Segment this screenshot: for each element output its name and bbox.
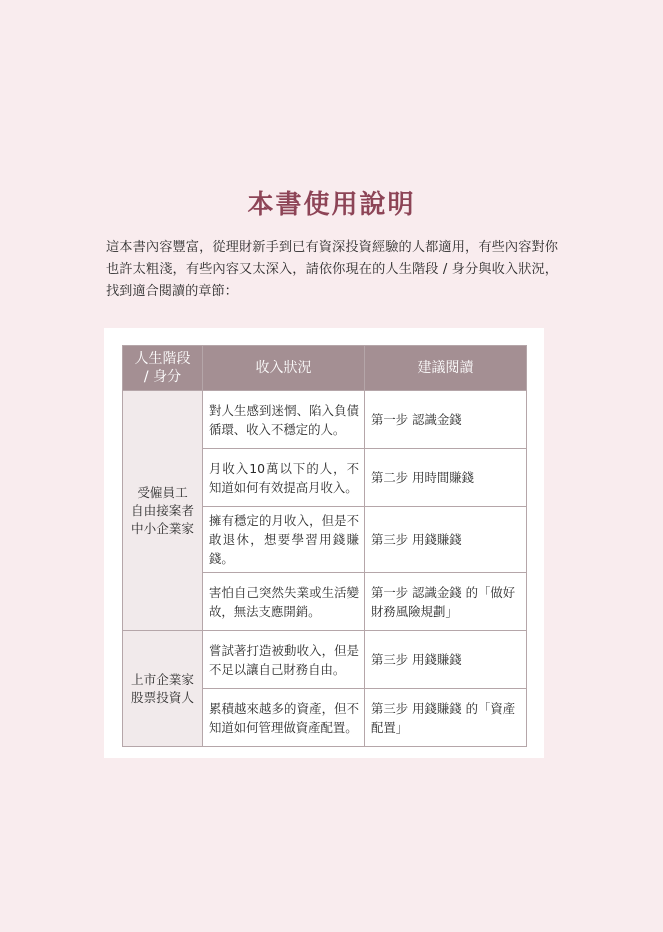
stage-cell: 受僱員工 自由接案者 中小企業家 [123, 391, 203, 631]
income-cell: 累積越來越多的資產，但不知道如何管理做資產配置。 [203, 689, 365, 747]
reading-guide-table [122, 345, 527, 747]
income-cell: 對人生感到迷惘、陷入負債循環、收入不穩定的人。 [203, 391, 365, 449]
stage-cell: 上市企業家 股票投資人 [123, 631, 203, 747]
income-cell: 嘗試著打造被動收入，但是不足以讓自己財務自由。 [203, 631, 365, 689]
header-reading: 建議閱讀 [365, 346, 527, 391]
header-stage: 人生階段 / 身分 [123, 346, 203, 391]
table-header-row [123, 346, 527, 391]
reading-cell: 第一步 認識金錢 的「做好財務風險規劃」 [365, 573, 527, 631]
header-income: 收入狀況 [203, 346, 365, 391]
reading-cell: 第三步 用錢賺錢 [365, 631, 527, 689]
intro-paragraph: 這本書內容豐富，從理財新手到已有資深投資經驗的人都適用，有些內容對你也許太粗淺，有些內容又太深入，請依你現在的人生階段 / 身分與收入狀況，找到適合閱讀的章節： [106, 240, 558, 299]
page-title: 本書使用說明 [247, 190, 416, 220]
reading-cell: 第一步 認識金錢 [365, 391, 527, 449]
income-cell: 月收入10萬以下的人，不知道如何有效提高月收入。 [203, 449, 365, 507]
reading-cell: 第二步 用時間賺錢 [365, 449, 527, 507]
table-row [123, 631, 527, 689]
reading-cell: 第三步 用錢賺錢 [365, 507, 527, 573]
income-cell: 擁有穩定的月收入，但是不敢退休，想要學習用錢賺錢。 [203, 507, 365, 573]
income-cell: 害怕自己突然失業或生活變故，無法支應開銷。 [203, 573, 365, 631]
reading-cell: 第三步 用錢賺錢 的「資產配置」 [365, 689, 527, 747]
table-row [123, 391, 527, 449]
reading-guide-panel [104, 328, 544, 758]
